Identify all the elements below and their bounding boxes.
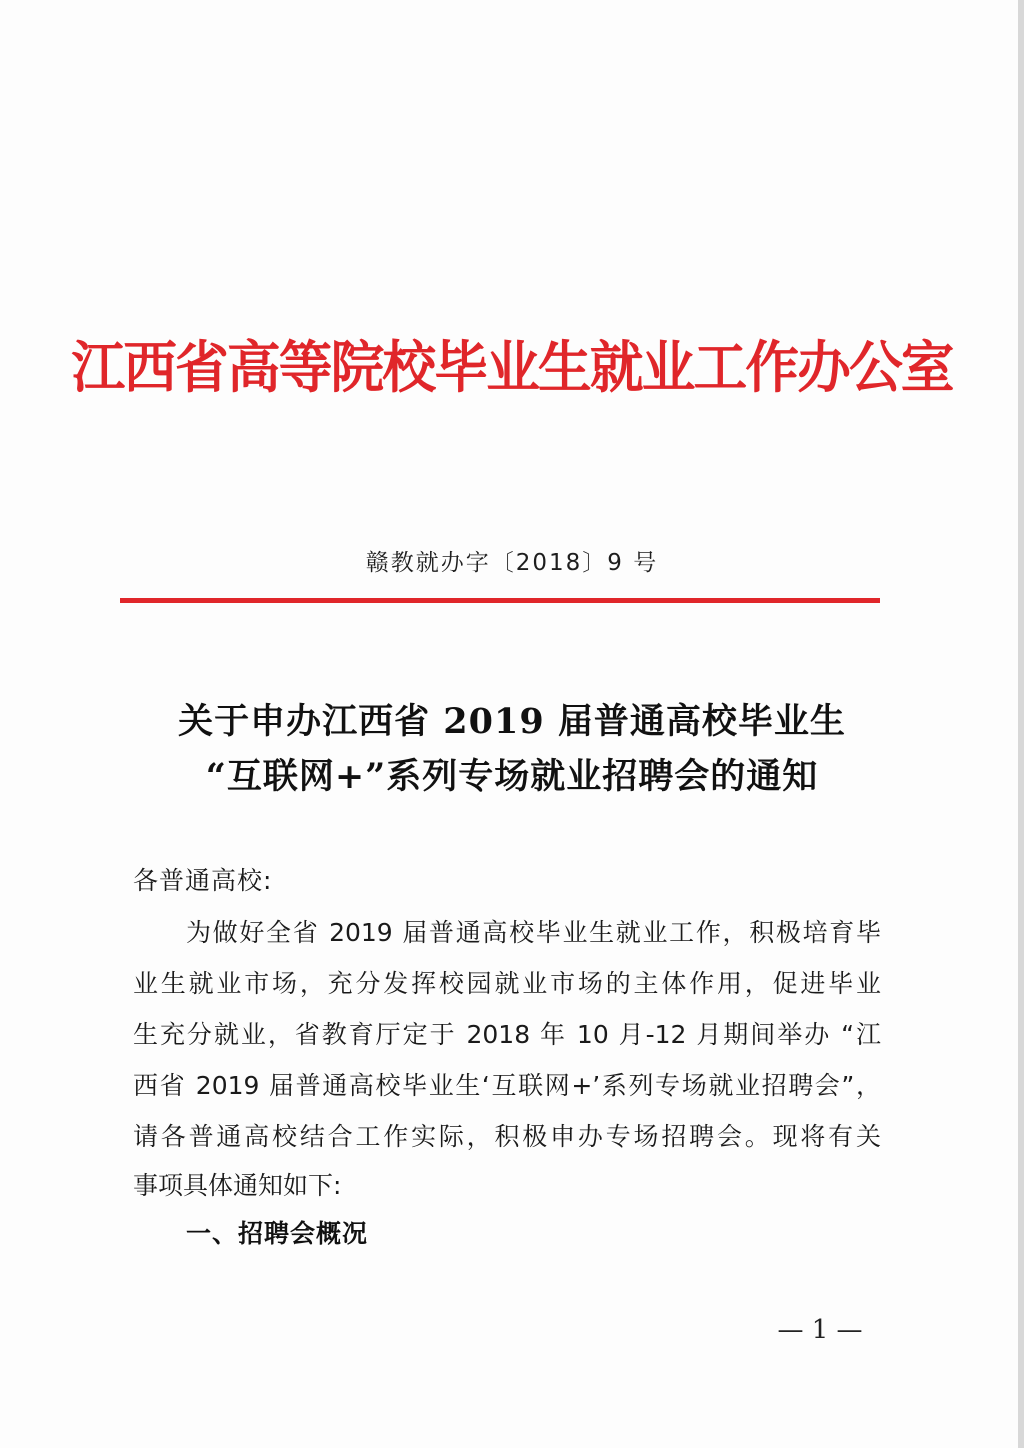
body-paragraph-line: 西省 2019 届普通高校毕业生‘互联网+’系列专场就业招聘会”， <box>133 1071 881 1100</box>
notice-title-line-1: 关于申办江西省 2019 届普通高校毕业生 <box>178 701 846 742</box>
red-divider-line <box>120 598 880 603</box>
body-paragraph-line: 事项具体通知如下: <box>133 1171 342 1200</box>
body-paragraph-line: 为做好全省 2019 届普通高校毕业生就业工作，积极培育毕 <box>186 918 881 947</box>
page-number: — 1 — <box>777 1315 863 1345</box>
body-paragraph-line: 生充分就业，省教育厅定于 2018 年 10 月-12 月期间举办 “江 <box>133 1020 881 1049</box>
document-number: 赣教就办字〔2018〕9 号 <box>365 550 659 576</box>
body-paragraph-line: 请各普通高校结合工作实际，积极申办专场招聘会。现将有关 <box>133 1122 881 1151</box>
issuer-masthead: 江西省高等院校毕业生就业工作办公室 <box>71 335 953 401</box>
body-paragraph-line: 业生就业市场，充分发挥校园就业市场的主体作用，促进毕业 <box>133 969 881 998</box>
notice-title-line-2: “互联网+”系列专场就业招聘会的通知 <box>205 756 819 797</box>
section-heading: 一、招聘会概况 <box>186 1219 369 1248</box>
salutation: 各普通高校: <box>133 866 273 895</box>
